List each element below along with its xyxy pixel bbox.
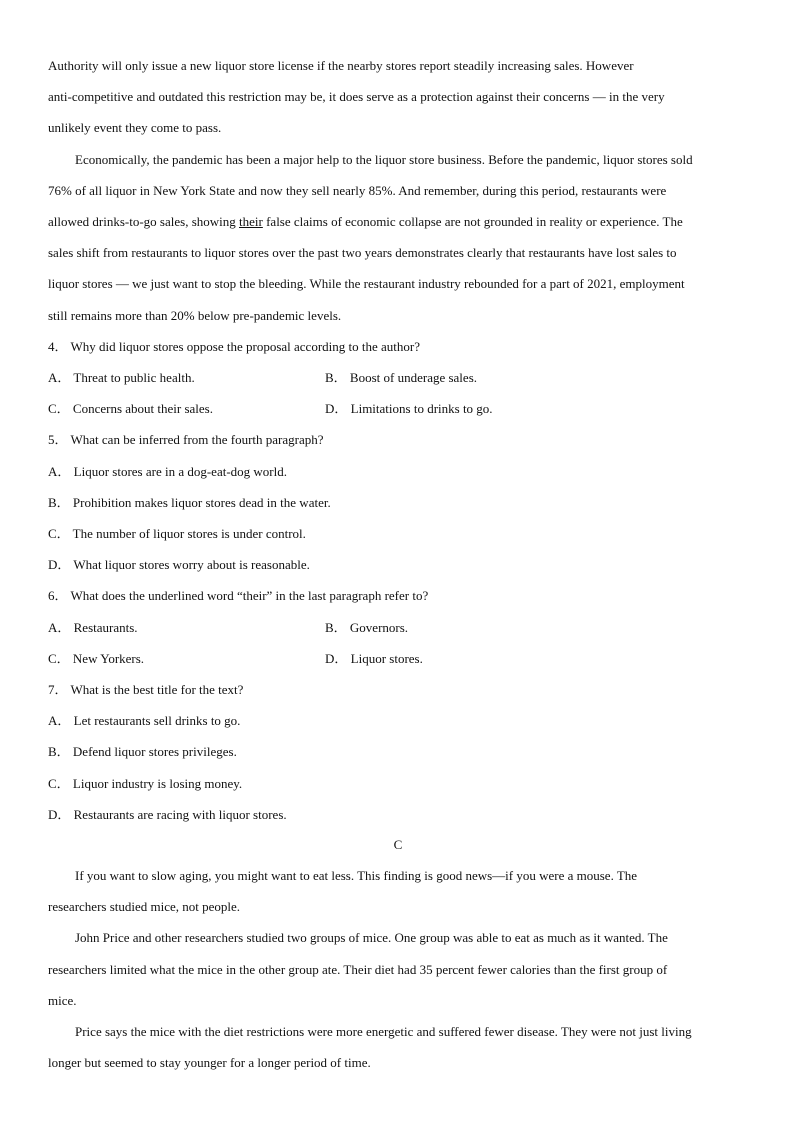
text-segment: allowed drinks-to-go sales, showing [48, 214, 240, 230]
option-a: A． Restaurants. [48, 619, 138, 635]
text-line: liquor stores — we just want to stop the bleeding. While the restaurant industry rebounded for a part of 2021, employment [48, 276, 685, 292]
passage-c-paragraph-1 [48, 860, 748, 922]
text-line: John Price and other researchers studied two groups of mice. One group was able to eat as much as it wanted. The [75, 930, 668, 946]
option-c: C． New Yorkers. [48, 650, 145, 666]
underlined-word-their: their [239, 214, 263, 230]
option-a: A． Threat to public health. [48, 370, 195, 386]
option-b: B． Boost of underage sales. [325, 370, 478, 386]
text-line: longer but seemed to stay younger for a longer period of time. [48, 1055, 371, 1071]
text-segment: false claims of economic collapse are not grounded in reality or experience. The [262, 214, 683, 230]
option-b: B． Prohibition makes liquor stores dead in the water. [48, 494, 331, 510]
option-b: B． Governors. [325, 619, 409, 635]
text-line: If you want to slow aging, you might want to eat less. This finding is good news—if you were a mouse. The [75, 868, 638, 884]
text-line: Economically, the pandemic has been a major help to the liquor store business. Before the pandemic, liquor stores sold [75, 151, 693, 167]
paragraph-previous [48, 50, 748, 144]
document-page [48, 50, 748, 1079]
question-stem: 7． What is the best title for the text? [48, 682, 244, 698]
text-line: researchers studied mice, not people. [48, 899, 241, 915]
option-c: C． Liquor industry is losing money. [48, 775, 243, 791]
option-row [48, 362, 748, 393]
text-line: anti-competitive and outdated this restriction may be, it does serve as a protection against their concerns — in the very [48, 89, 665, 105]
question-5 [48, 424, 748, 580]
option-a: A． Let restaurants sell drinks to go. [48, 713, 241, 729]
text-line: 76% of all liquor in New York State and now they sell nearly 85%. And remember, during this period, restaurants were [48, 182, 667, 198]
option-row [48, 393, 748, 424]
passage-c-paragraph-3 [48, 1016, 748, 1078]
question-4 [48, 331, 748, 425]
question-stem: 4． Why did liquor stores oppose the proposal according to the author? [48, 338, 420, 354]
paragraph-last [48, 144, 748, 331]
option-c: C． The number of liquor stores is under control. [48, 526, 306, 542]
option-c: C． Concerns about their sales. [48, 401, 213, 417]
option-a: A． Liquor stores are in a dog-eat-dog world. [48, 463, 287, 479]
option-row [48, 612, 748, 643]
text-line: researchers limited what the mice in the other group ate. Their diet had 35 percent fewer calories than the first group of [48, 961, 668, 977]
option-b: B． Defend liquor stores privileges. [48, 744, 237, 760]
text-line: sales shift from restaurants to liquor stores over the past two years demonstrates clearly that restaurants have lost sales to [48, 245, 677, 261]
text-line [48, 206, 748, 237]
option-d: D． What liquor stores worry about is reasonable. [48, 557, 310, 573]
option-d: D． Liquor stores. [325, 650, 423, 666]
text-line: unlikely event they come to pass. [48, 120, 222, 136]
question-6 [48, 580, 748, 674]
text-line: Authority will only issue a new liquor store license if the nearby stores report steadily increasing sales. However [48, 58, 634, 73]
question-stem: 5． What can be inferred from the fourth paragraph? [48, 432, 324, 448]
passage-c-paragraph-2 [48, 922, 748, 1016]
option-d: D． Restaurants are racing with liquor stores. [48, 806, 287, 822]
text-line: mice. [48, 992, 77, 1008]
text-line: Price says the mice with the diet restrictions were more energetic and suffered fewer disease. They were not just living [75, 1024, 692, 1040]
text-line: still remains more than 20% below pre-pandemic levels. [48, 307, 342, 323]
question-stem: 6． What does the underlined word “their” in the last paragraph refer to? [48, 588, 429, 604]
question-7 [48, 674, 748, 830]
option-d: D． Limitations to drinks to go. [325, 401, 493, 417]
option-row [48, 643, 748, 674]
section-heading-c: C [393, 837, 403, 853]
